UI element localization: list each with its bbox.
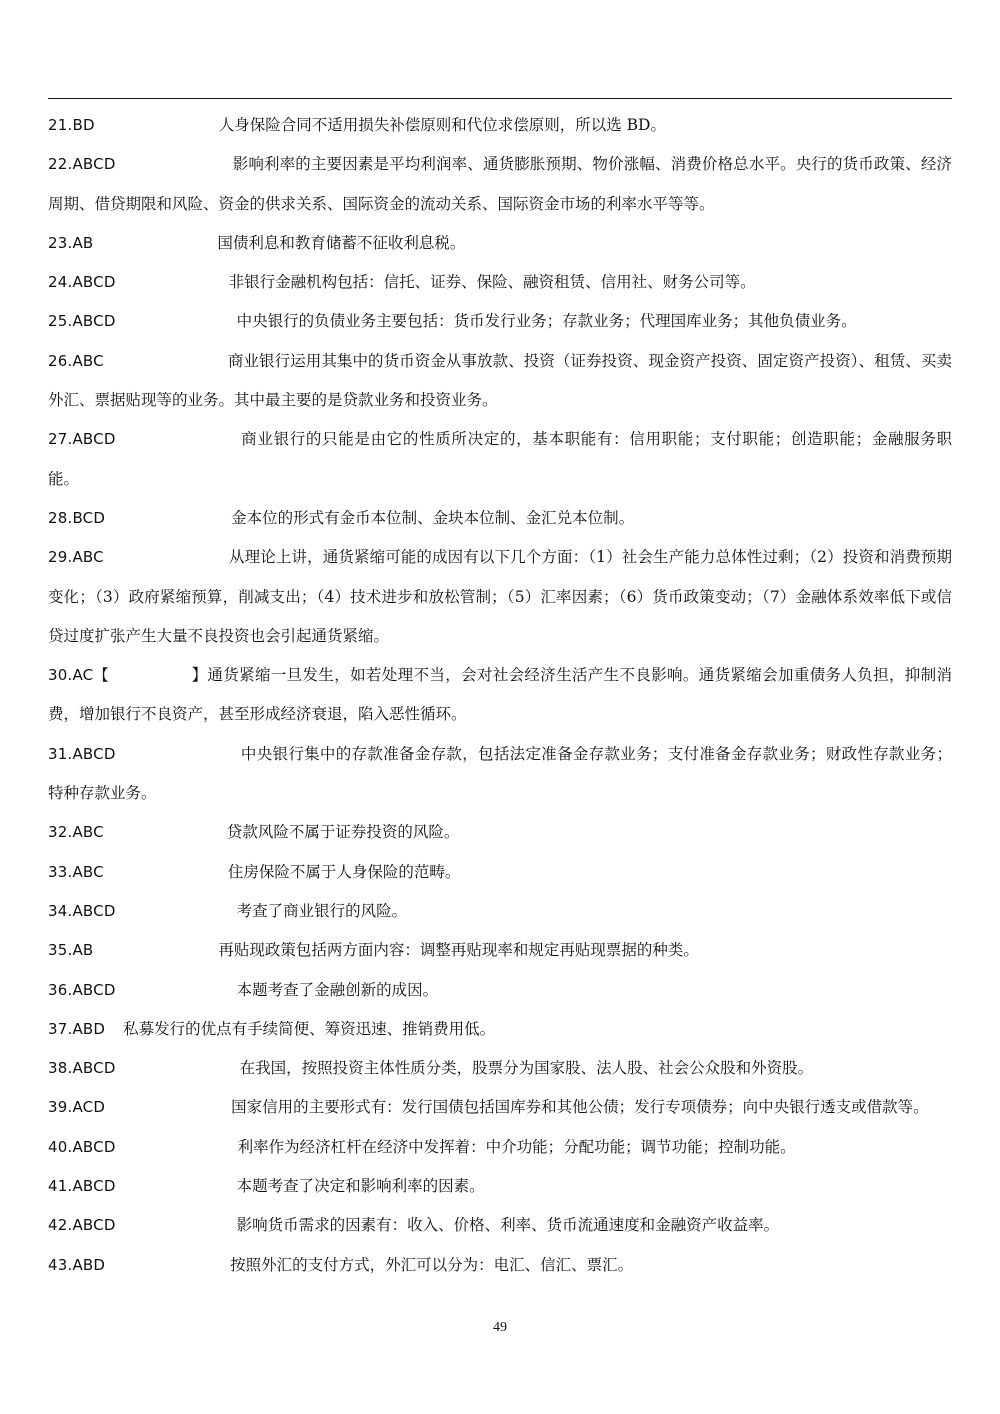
answer-code: 35.AB	[48, 941, 94, 960]
answer-code: 29.ABC	[48, 548, 104, 567]
answer-entry	[48, 302, 952, 341]
answer-explanation: 非银行金融机构包括：信托、证券、保险、融资租赁、信用社、财务公司等。	[228, 273, 756, 292]
answer-explanation: 在我国，按照投资主体性质分类，股票分为国家股、法人股、社会公众股和外资股。	[239, 1059, 814, 1078]
answer-entry	[48, 813, 952, 852]
answer-explanation: 中央银行集中的存款准备金存款，包括法定准备金存款业务；支付准备金存款业务；财政性存款业务；特种存款业务。	[48, 744, 952, 803]
answer-explanation: 本题考查了金融创新的成因。	[236, 980, 439, 999]
answer-entry	[48, 263, 952, 302]
answer-explanation: 国债利息和教育储蓄不征收利息税。	[217, 233, 466, 252]
answer-entry	[48, 1206, 952, 1245]
answer-code: 38.ABCD	[48, 1059, 116, 1078]
answer-entry	[48, 106, 952, 145]
answer-code: 30.AC【	[48, 666, 110, 685]
answer-entry	[48, 499, 952, 538]
answer-entry	[48, 892, 952, 931]
answer-code: 34.ABCD	[48, 901, 116, 920]
answer-code: 39.ACD	[48, 1098, 106, 1117]
answer-explanation: 商业银行的只能是由它的性质所决定的，基本职能有：信用职能；支付职能；创造职能；金融服务职能。	[48, 430, 952, 488]
answer-explanation: 利率作为经济杠杆在经济中发挥着：中介功能；分配功能；调节功能；控制功能。	[237, 1137, 796, 1156]
answer-list	[48, 106, 952, 1285]
answer-explanation: 再贴现政策包括两方面内容：调整再贴现率和规定再贴现票据的种类。	[218, 941, 699, 960]
answer-code: 40.ABCD	[48, 1137, 116, 1156]
answer-entry	[48, 1246, 952, 1285]
answer-code: 27.ABCD	[48, 430, 116, 449]
answer-explanation: 按照外汇的支付方式，外汇可以分为：电汇、信汇、票汇。	[230, 1255, 634, 1274]
answer-entry	[48, 1128, 952, 1167]
answer-entry	[48, 735, 952, 814]
answer-code: 31.ABCD	[48, 744, 116, 763]
answer-code: 32.ABC	[48, 823, 104, 842]
page-number: 49	[493, 1320, 507, 1335]
answer-code: 25.ABCD	[48, 312, 116, 331]
answer-explanation: 影响利率的主要因素是平均利润率、通货膨胀预期、物价涨幅、消费价格总水平。央行的货币政策、经济周期、借贷期限和风险、资金的供求关系、国际资金的流动关系、国际资金市场的利率水平等等。	[48, 155, 952, 213]
answer-code: 23.AB	[48, 233, 94, 252]
answer-entry	[48, 420, 952, 499]
answer-code: 41.ABCD	[48, 1177, 116, 1196]
answer-explanation: 本题考查了决定和影响利率的因素。	[236, 1177, 485, 1196]
answer-explanation: 从理论上讲，通货紧缩可能的成因有以下几个方面：（1）社会生产能力总体性过剩；（2）投资和消费预期变化；（3）政府紧缩预算，削减支出；（4）技术进步和放松管制；（5）汇率因素；（6）货币政策变动；（7）金融体系效率低下或信贷过度扩张产生大量不良投资也会引起通货紧缩。	[48, 548, 952, 645]
answer-explanation: 考查了商业银行的风险。	[236, 901, 408, 920]
answer-explanation: 】通货紧缩一旦发生，如若处理不当，会对社会经济生活产生不良影响。通货紧缩会加重债务人负担，抑制消费，增加银行不良资产，甚至形成经济衰退，陷入恶性循环。	[48, 666, 952, 724]
header-rule	[48, 98, 952, 99]
answer-explanation: 贷款风险不属于证券投资的风险。	[226, 823, 460, 842]
answer-entry	[48, 853, 952, 892]
answer-entry	[48, 1167, 952, 1206]
answer-explanation: 金本位的形式有金币本位制、金块本位制、金汇兑本位制。	[231, 508, 635, 527]
answer-explanation: 人身保险合同不适用损失补偿原则和代位求偿原则，所以选 BD。	[218, 116, 666, 134]
answer-entry	[48, 538, 952, 656]
answer-explanation: 商业银行运用其集中的货币资金从事放款、投资（证券投资、现金资产投资、固定资产投资）、租赁、买卖外汇、票据贴现等的业务。其中最主要的是贷款业务和投资业务。	[48, 351, 952, 410]
answer-code: 24.ABCD	[48, 273, 116, 292]
answer-entry	[48, 1088, 952, 1127]
answer-code: 33.ABC	[48, 862, 104, 881]
answer-explanation: 国家信用的主要形式有：发行国债包括国库券和其他公债；发行专项债券；向中央银行透支或借款等。	[231, 1098, 929, 1117]
answer-code: 28.BCD	[48, 508, 106, 527]
answer-entry	[48, 224, 952, 263]
answer-explanation: 影响货币需求的因素有：收入、价格、利率、货币流通速度和金融资产收益率。	[236, 1216, 780, 1235]
answer-explanation: 住房保险不属于人身保险的范畴。	[227, 862, 461, 881]
answer-code: 36.ABCD	[48, 980, 116, 999]
answer-entry	[48, 656, 952, 735]
answer-code: 21.BD	[48, 116, 95, 134]
answer-entry	[48, 1049, 952, 1088]
answer-entry	[48, 342, 952, 421]
answer-entry	[48, 971, 952, 1010]
answer-entry	[48, 931, 952, 970]
answer-code: 43.ABD	[48, 1255, 106, 1274]
answer-explanation: 私募发行的优点有手续简便、筹资迅速、推销费用低。	[123, 1019, 496, 1038]
answer-entry	[48, 1010, 952, 1049]
answer-code: 42.ABCD	[48, 1216, 116, 1235]
answer-explanation: 中央银行的负债业务主要包括：货币发行业务；存款业务；代理国库业务；其他负债业务。	[236, 312, 857, 331]
answer-entry	[48, 145, 952, 224]
answer-code: 37.ABD	[48, 1019, 106, 1038]
answer-code: 26.ABC	[48, 351, 104, 370]
answer-code: 22.ABCD	[48, 155, 116, 174]
